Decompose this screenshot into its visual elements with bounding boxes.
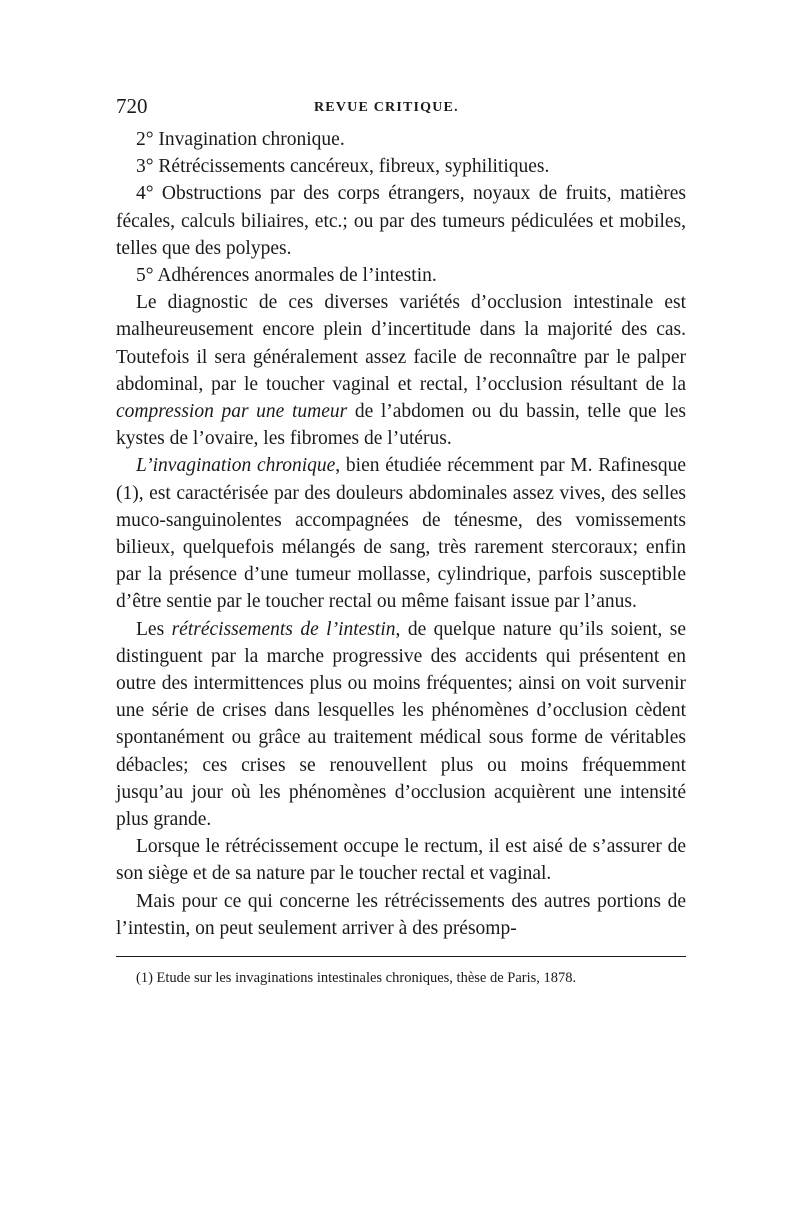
paragraph-3: 4° Obstructions par des corps étrangers, noyaux de fruits, matières fécales, calculs biliaires, etc.; ou par des tumeurs pédiculées et mobiles, telles que des polypes. [116,183,686,259]
paragraph-1: 2° Invagination chronique. [136,129,345,150]
running-head: REVUE CRITIQUE. [314,100,459,115]
paragraph-6 [116,452,686,615]
page [116,92,686,989]
paragraph-7-text-a: Les [136,618,172,640]
paragraph-5-text-a: Le diagnostic de ces diverses variétés d’occlusion intestinale est malheureusement encore plein d’incertitude dans la majorité des cas. Toutefois il sera généralement assez facile de reconnaître par le palper abdominal, par le toucher vaginal et rectal, l’occlusion résultant de la [116,292,686,395]
footnote [116,967,686,989]
paragraph-4: 5° Adhérences anormales de l’intestin. [136,265,437,287]
paragraph-5 [116,289,686,452]
paragraph-7 [116,616,686,834]
paragraph-2: 3° Rétrécissements cancéreux, fibreux, syphilitiques. [136,156,550,178]
page-header [116,92,686,126]
footnote-divider [116,956,686,957]
footnote-text: Etude sur les invaginations intestinales chroniques, thèse de Paris, 1878. [156,970,577,987]
paragraph-7-text-b: , de quelque nature qu’ils soient, se distinguent par la marche progressive des accidents qui présentent en outre des intermittences plus ou moins fréquentes; ainsi on voit survenir une série de crises dans lesquelles les phénomènes d’occlusion cèdent spontanément ou grâce au traitement médical sous forme de véritables débacles; ces crises se renouvellent plus ou moins fréquemment jusqu’au jour où les phénomènes d’occlusion acquièrent une intensité plus grande. [116,618,686,831]
paragraph-8: Lorsque le rétrécissement occupe le rectum, il est aisé de s’assurer de son siège et de sa nature par le toucher rectal et vaginal. [116,836,686,885]
paragraph-9: Mais pour ce qui concerne les rétrécissements des autres portions de l’intestin, on peut seulement arriver à des présomp- [116,890,686,939]
paragraph-6-text-a: , bien étudiée récemment par M. Rafinesque (1), est caractérisée par des douleurs abdominales assez vives, des selles muco-sanguinolentes accompagnées de ténesme, des vomissements bilieux, quelquefois mélangés de sang, très rarement stercoraux; enfin par la présence d’une tumeur mollasse, cylindrique, parfois susceptible d’être sentie par le toucher rectal ou même faisant issue par l’anus. [116,455,686,613]
page-number: 720 [116,94,148,118]
paragraph-7-emphasis: rétrécissements de l’intestin [171,618,396,640]
footnote-mark: (1) [136,970,157,987]
body-text [116,126,686,942]
paragraph-6-emphasis: L’invagination chronique [136,455,336,477]
paragraph-5-text-b: de l’abdomen ou du bassin, telle que les kystes de l’ovaire, les fibromes de l’utérus. [116,401,686,450]
paragraph-5-emphasis: compression par une tumeur [116,401,348,423]
